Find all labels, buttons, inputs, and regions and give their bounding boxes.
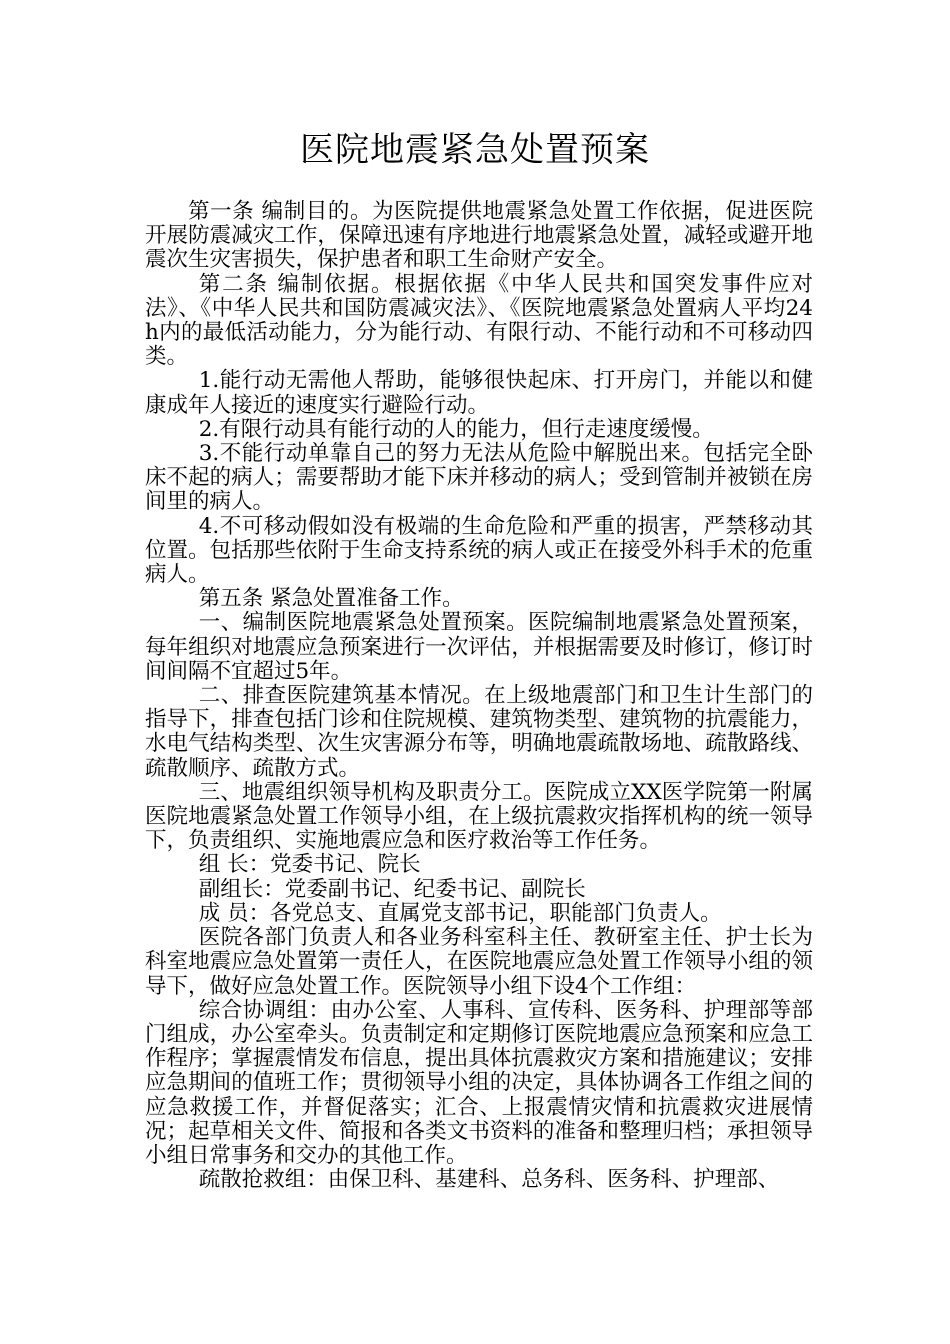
paragraph-item-1: 1.能行动无需他人帮助，能够很快起床、打开房门，并能以和健康成年人接近的速度实行避险行动。 (145, 368, 813, 418)
paragraph-evacuation-group: 疏散抢救组：由保卫科、基建科、总务科、医务科、护理部、 (198, 1167, 780, 1193)
paragraph-section-1: 一、编制医院地震紧急处置预案。医院编制地震紧急处置预案，每年组织对地震应急预案进行一次评估，并根据需要及时修订，修订时间间隔不宜超过5年。 (145, 610, 813, 684)
paragraph-article-2: 第二条 编制依据。根据依据《中华人民共和国突发事件应对法》、《中华人民共和国防震减灾法》、《医院地震紧急处置病人平均24 h内的最低活动能力，分为能行动、有限行动、不能行动和不可移动四类。 (145, 271, 813, 370)
paragraph-members: 成 员：各党总支、直属党支部书记，职能部门负责人。 (198, 900, 722, 926)
document-title: 医院地震紧急处置预案 (300, 130, 650, 170)
paragraph-item-2: 2.有限行动具有能行动的人的能力，但行走速度缓慢。 (198, 416, 714, 442)
paragraph-item-4: 4.不可移动假如没有极端的生命危险和严重的损害，严禁移动其位置。包括那些依附于生命支持系统的病人或正在接受外科手术的危重病人。 (145, 513, 813, 588)
paragraph-article-5: 第五条 紧急处置准备工作。 (198, 586, 464, 612)
paragraph-section-2: 二、排查医院建筑基本情况。在上级地震部门和卫生计生部门的指导下，排查包括门诊和住院规模、建筑物类型、建筑物的抗震能力，水电气结构类型、次生灾害源分布等，明确地震疏散场地、疏散路线、疏散顺序、疏散方式。 (145, 683, 813, 781)
paragraph-item-3: 3.不能行动单靠自己的努力无法从危险中解脱出来。包括完全卧床不起的病人；需要帮助才能下床并移动的病人；受到管制并被锁在房间里的病人。 (145, 441, 813, 515)
paragraph-responsibility: 医院各部门负责人和各业务科室科主任、教研室主任、护士长为科室地震应急处置第一责任人，在医院地震应急处置工作领导小组的领导下，做好应急处置工作。医院领导小组下设4个工作组： (145, 925, 813, 999)
document-body (145, 200, 813, 1192)
paragraph-team-leader: 组 长：党委书记、院长 (198, 852, 421, 878)
paragraph-deputy-leader: 副组长：党委副书记、纪委书记、副院长 (198, 876, 586, 902)
paragraph-section-3: 三、地震组织领导机构及职责分工。医院成立XX医学院第一附属医院地震紧急处置工作领导小组，在上级抗震救灾指挥机构的统一领导下，负责组织、实施地震应急和医疗救治等工作任务。 (145, 779, 813, 854)
paragraph-coordination-group: 综合协调组：由办公室、人事科、宣传科、医务科、护理部等部门组成，办公室牵头。负责制定和定期修订医院地震应急预案和应急工作程序；掌握震情发布信息，提出具体抗震救灾方案和措施建议；安排应急期间的值班工作；贯彻领导小组的决定，具体协调各工作组之间的应急救援工作，并督促落实；汇合、上报震情灾情和抗震救灾进展情况；起草相关文件、简报和各类文书资料的准备和整理归档；承担领导小组日常事务和交办的其他工作。 (145, 997, 813, 1168)
paragraph-article-1: 第一条 编制目的。为医院提供地震紧急处置工作依据，促进医院开展防震减灾工作，保障迅速有序地进行地震紧急处置，减轻或避开地震次生灾害损失，保护患者和职工生命财产安全。 (145, 199, 813, 273)
